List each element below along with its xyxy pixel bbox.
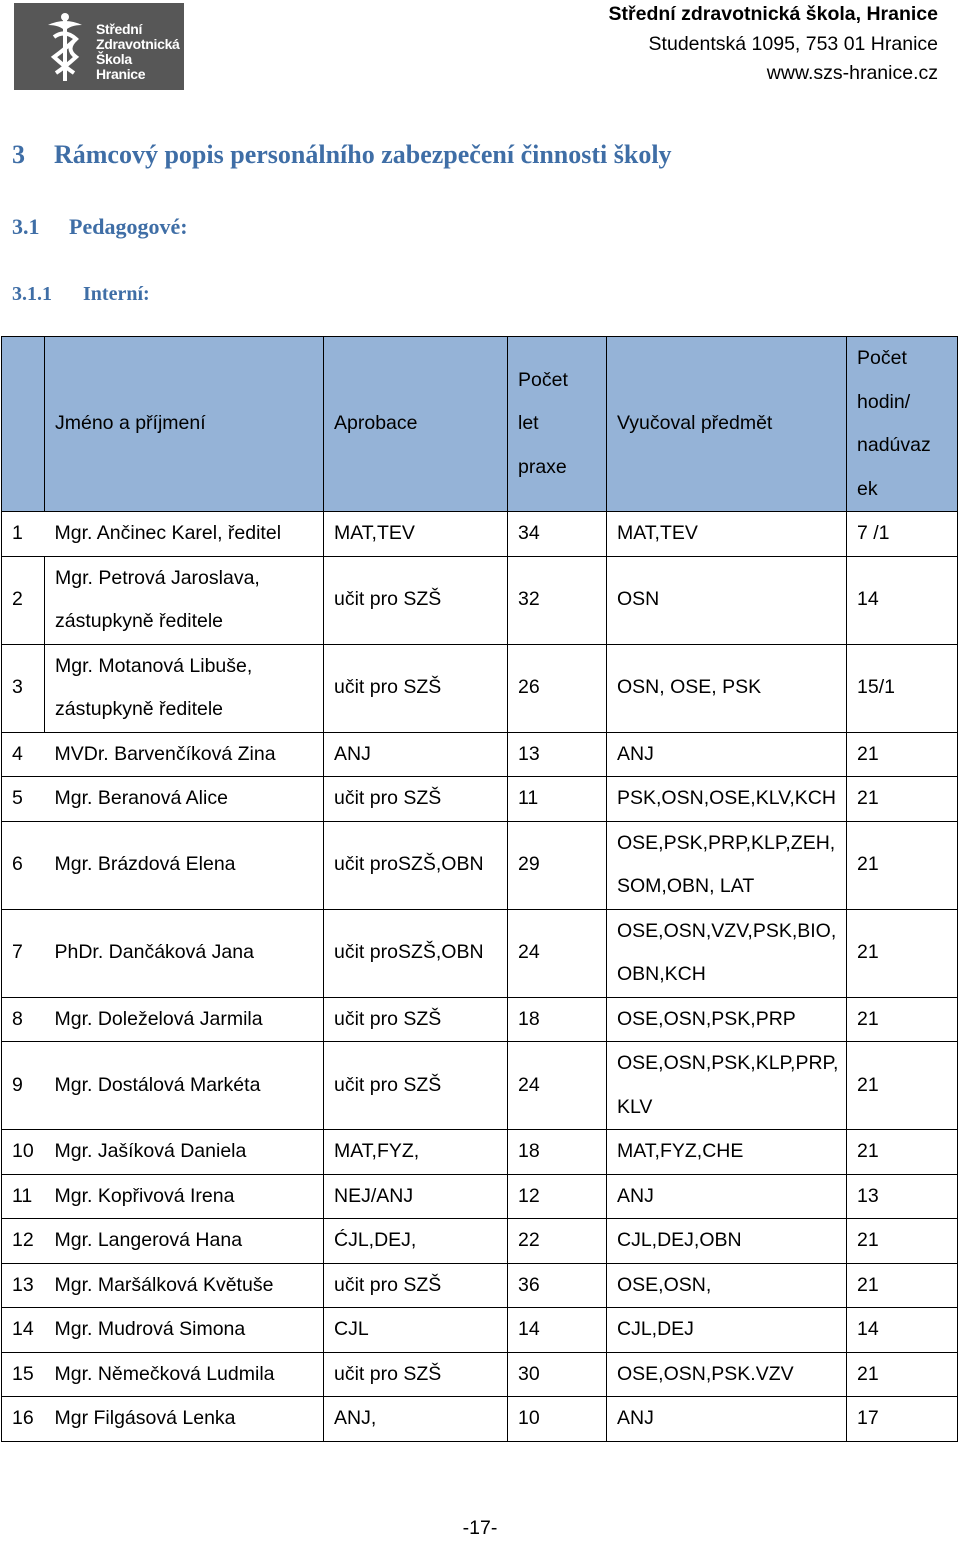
years-practice: 10 (508, 1397, 607, 1442)
table-body (2, 512, 958, 1442)
page-number: -17- (462, 1517, 498, 1539)
aprobace: NEJ/ANJ (324, 1174, 508, 1219)
aprobace: učit pro SZŠ (324, 1263, 508, 1308)
teacher-name: Mgr. Petrová Jaroslava, zástupkyně ředitele (45, 556, 324, 644)
years-practice: 11 (508, 777, 607, 822)
aprobace: ĆJL,DEJ, (324, 1219, 508, 1264)
subjects: ANJ (607, 1174, 847, 1219)
aprobace: učit pro SZŠ (324, 997, 508, 1042)
subjects: MAT,TEV (607, 512, 847, 557)
row-number: 3 (2, 644, 45, 732)
section-title: Rámcový popis personálního zabezpečení činnosti školy (54, 140, 672, 169)
hours: 21 (847, 909, 958, 997)
teacher-name: Mgr. Maršálková Květuše (45, 1263, 324, 1308)
table-row (2, 1174, 958, 1219)
hours: 21 (847, 777, 958, 822)
school-logo (14, 3, 184, 90)
years-practice: 18 (508, 1130, 607, 1175)
table-row (2, 512, 958, 557)
header-hours: Počet hodin/ nadúvaz ek (847, 337, 958, 512)
years-practice: 14 (508, 1308, 607, 1353)
years-practice: 29 (508, 821, 607, 909)
table-row (2, 909, 958, 997)
subjects: OSE,OSN,PSK,KLP,PRP, KLV (607, 1042, 847, 1130)
logo-line-2: Zdravotnická (96, 36, 180, 52)
aprobace: ANJ (324, 732, 508, 777)
row-number: 5 (2, 777, 45, 822)
teacher-name: Mgr. Jašíková Daniela (45, 1130, 324, 1175)
subjects: MAT,FYZ,CHE (607, 1130, 847, 1175)
subjects: OSE,OSN,VZV,PSK,BIO, OBN,KCH (607, 909, 847, 997)
row-number: 15 (2, 1352, 45, 1397)
aprobace: učit pro SZŠ (324, 556, 508, 644)
subjects: CJL,DEJ (607, 1308, 847, 1353)
teacher-name: MVDr. Barvenčíková Zina (45, 732, 324, 777)
table-row (2, 821, 958, 909)
staff-table (1, 336, 958, 1442)
row-number: 8 (2, 997, 45, 1042)
years-practice: 26 (508, 644, 607, 732)
hours: 13 (847, 1174, 958, 1219)
table-row (2, 732, 958, 777)
subjects: CJL,DEJ,OBN (607, 1219, 847, 1264)
hours: 21 (847, 732, 958, 777)
hours: 14 (847, 1308, 958, 1353)
table-row (2, 1219, 958, 1264)
hours: 21 (847, 997, 958, 1042)
subjects: ANJ (607, 1397, 847, 1442)
row-number: 14 (2, 1308, 45, 1353)
subjects: OSE,OSN,PSK,PRP (607, 997, 847, 1042)
aprobace: MAT,TEV (324, 512, 508, 557)
table-row (2, 1130, 958, 1175)
header-subject: Vyučoval předmět (607, 337, 847, 512)
table-header-row (2, 337, 958, 512)
row-number: 9 (2, 1042, 45, 1130)
aprobace: učit proSZŠ,OBN (324, 909, 508, 997)
caduceus-icon (44, 11, 86, 83)
teacher-name: Mgr. Brázdová Elena (45, 821, 324, 909)
logo-line-3: Škola Hranice (96, 51, 146, 82)
teacher-name: Mgr. Ančinec Karel, ředitel (45, 512, 324, 557)
hours: 21 (847, 1219, 958, 1264)
row-number: 4 (2, 732, 45, 777)
subjects: ANJ (607, 732, 847, 777)
subjects: OSE,OSN, (607, 1263, 847, 1308)
logo-line-1: Střední (96, 21, 143, 37)
teacher-name: Mgr. Langerová Hana (45, 1219, 324, 1264)
subsubsection-heading-3-1-1 (12, 283, 150, 306)
years-practice: 32 (508, 556, 607, 644)
subsubsection-number: 3.1.1 (12, 283, 52, 305)
teacher-name: Mgr. Kopřivová Irena (45, 1174, 324, 1219)
years-practice: 36 (508, 1263, 607, 1308)
aprobace: učit pro SZŠ (324, 1042, 508, 1130)
hours: 21 (847, 1263, 958, 1308)
teacher-name: Mgr. Němečková Ludmila (45, 1352, 324, 1397)
section-number: 3 (12, 140, 25, 169)
table-row (2, 997, 958, 1042)
years-practice: 22 (508, 1219, 607, 1264)
hours: 21 (847, 1042, 958, 1130)
years-practice: 34 (508, 512, 607, 557)
aprobace: učit pro SZŠ (324, 644, 508, 732)
subjects: OSE,OSN,PSK.VZV (607, 1352, 847, 1397)
table-row (2, 777, 958, 822)
row-number: 7 (2, 909, 45, 997)
row-number: 1 (2, 512, 45, 557)
school-website: www.szs-hranice.cz (766, 62, 938, 84)
row-number: 13 (2, 1263, 45, 1308)
hours: 15/1 (847, 644, 958, 732)
subsection-heading-3-1 (12, 214, 188, 240)
hours: 14 (847, 556, 958, 644)
hours: 21 (847, 1352, 958, 1397)
table-row (2, 644, 958, 732)
hours: 21 (847, 821, 958, 909)
subjects: OSN, OSE, PSK (607, 644, 847, 732)
table-row (2, 1308, 958, 1353)
teacher-name: Mgr. Beranová Alice (45, 777, 324, 822)
years-practice: 12 (508, 1174, 607, 1219)
row-number: 16 (2, 1397, 45, 1442)
subjects: OSE,PSK,PRP,KLP,ZEH, SOM,OBN, LAT (607, 821, 847, 909)
header-number (2, 337, 45, 512)
years-practice: 13 (508, 732, 607, 777)
years-practice: 24 (508, 909, 607, 997)
teacher-name: Mgr Filgásová Lenka (45, 1397, 324, 1442)
header-name: Jméno a příjmení (45, 337, 324, 512)
hours: 21 (847, 1130, 958, 1175)
teacher-name: Mgr. Motanová Libuše, zástupkyně ředitele (45, 644, 324, 732)
teacher-name: Mgr. Mudrová Simona (45, 1308, 324, 1353)
row-number: 11 (2, 1174, 45, 1219)
row-number: 2 (2, 556, 45, 644)
school-name: Střední zdravotnická škola, Hranice (608, 3, 938, 25)
row-number: 10 (2, 1130, 45, 1175)
logo-text (96, 22, 184, 82)
aprobace: učit pro SZŠ (324, 777, 508, 822)
page-header (609, 0, 938, 89)
table-row (2, 1042, 958, 1130)
table-row (2, 1397, 958, 1442)
hours: 17 (847, 1397, 958, 1442)
subsection-number: 3.1 (12, 214, 40, 239)
years-practice: 18 (508, 997, 607, 1042)
header-years: Počet let praxe (508, 337, 607, 512)
subsubsection-title: Interní: (83, 283, 150, 305)
aprobace: učit pro SZŠ (324, 1352, 508, 1397)
teacher-name: PhDr. Dančáková Jana (45, 909, 324, 997)
table-row (2, 556, 958, 644)
row-number: 6 (2, 821, 45, 909)
subjects: PSK,OSN,OSE,KLV,KCH (607, 777, 847, 822)
section-heading-3 (12, 140, 672, 170)
teacher-name: Mgr. Dostálová Markéta (45, 1042, 324, 1130)
subjects: OSN (607, 556, 847, 644)
school-address: Studentská 1095, 753 01 Hranice (648, 32, 938, 55)
aprobace: učit proSZŠ,OBN (324, 821, 508, 909)
years-practice: 30 (508, 1352, 607, 1397)
aprobace: MAT,FYZ, (324, 1130, 508, 1175)
row-number: 12 (2, 1219, 45, 1264)
aprobace: CJL (324, 1308, 508, 1353)
table-row (2, 1352, 958, 1397)
teacher-name: Mgr. Doleželová Jarmila (45, 997, 324, 1042)
years-practice: 24 (508, 1042, 607, 1130)
table-row (2, 1263, 958, 1308)
subsection-title: Pedagogové: (69, 214, 188, 239)
header-aprobace: Aprobace (324, 337, 508, 512)
aprobace: ANJ, (324, 1397, 508, 1442)
hours: 7 /1 (847, 512, 958, 557)
